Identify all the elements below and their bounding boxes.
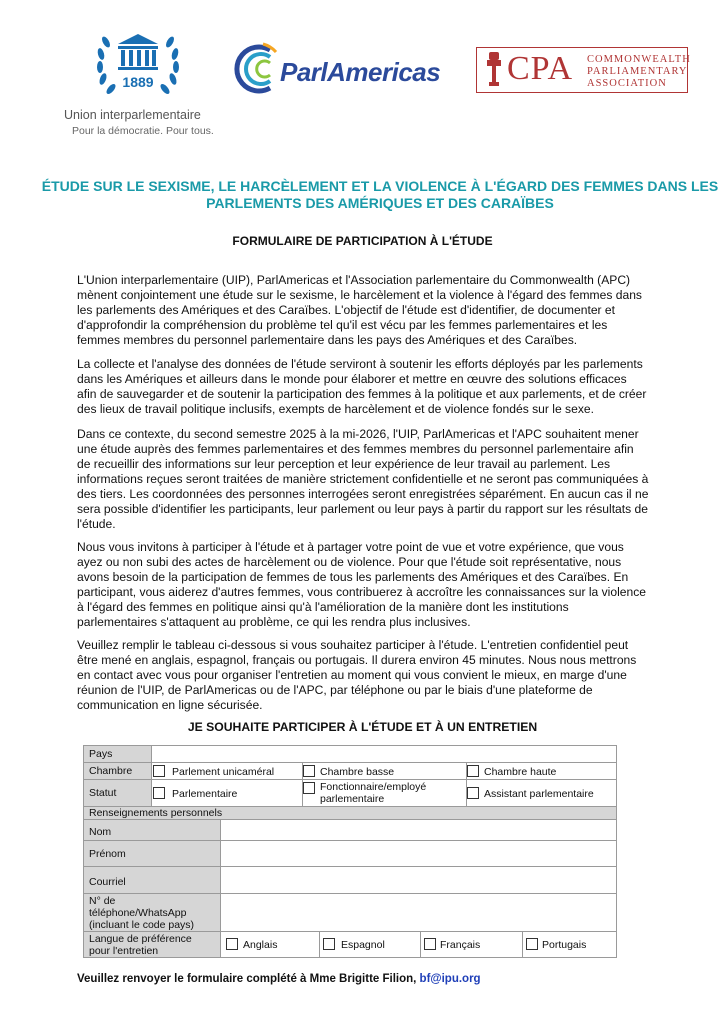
footer-note: [77, 973, 481, 985]
prenom-field[interactable]: [221, 841, 616, 866]
document-title: ÉTUDE SUR LE SEXISME, LE HARCÈLEMENT ET LA VIOLENCE À L'ÉGARD DES FEMMES DANS LES PARLEMENTS DES AMÉRIQUES ET DES CARAÏBES: [41, 178, 719, 211]
row-statut: [84, 780, 616, 807]
checkbox[interactable]: [467, 787, 479, 799]
checkbox[interactable]: [153, 765, 165, 777]
cpa-line-1: COMMONWEALTH: [587, 54, 691, 65]
chambre-label: Chambre: [84, 763, 152, 779]
checkbox[interactable]: [526, 938, 538, 950]
footer-text: Veuillez renvoyer le formulaire complété à Mme Brigitte Filion,: [77, 973, 420, 985]
paragraph-context: Dans ce contexte, du second semestre 2025 à la mi-2026, l'UIP, ParlAmericas et l'APC souhaitent mener une étude auprès des femmes parlementaires et des femmes membres du personnel parlementaire afin de recueillir des informations sur leur perception et leur expérience de leur travail au parlement. Les informations reçues seront traitées de manière strictement confidentielle et ne seront pas communiquées à des tiers. Les coordonnées des personnes interrogées seront enregistrées séparément. En aucun cas il ne sera possible d'identifier les participants, leur parlement ou leur pays à partir du rapport sur les résultats de l'étude.: [77, 427, 649, 531]
cpa-mark: CPA: [507, 50, 574, 87]
mace-icon: [483, 52, 505, 88]
option-fonctionnaire[interactable]: Fonctionnaire/employé parlementaire: [302, 780, 466, 806]
row-telephone: [84, 894, 616, 932]
ipu-year: 1889: [122, 74, 154, 90]
checkbox[interactable]: [303, 765, 315, 777]
paragraph-intro: L'Union interparlementaire (UIP), ParlAmericas et l'Association parlementaire du Commonwealth (APC) mènent conjointement une étude sur le sexisme, le harcèlement et la violence à l'égard des femmes dans les parlements des Amériques et des Caraïbes. L'objectif de l'étude est d'identifier, de documenter et d'approfondir la compréhension du problème tel qu'il est vécu par les femmes parlementaires et les femmes membres du personnel parlementaire dans les pays des Amériques et des Caraïbes.: [77, 273, 642, 347]
statut-label: Statut: [84, 780, 152, 806]
cpa-logo: [476, 47, 691, 93]
parlamericas-name: ParlAmericas: [280, 57, 441, 87]
row-personal-section: [84, 807, 616, 820]
option-anglais[interactable]: Anglais: [221, 932, 319, 957]
langue-label: Langue de préférence pour l'entretien: [84, 932, 221, 957]
ipu-emblem-icon: [94, 22, 182, 102]
cpa-line-3: ASSOCIATION: [587, 78, 667, 89]
row-pays: [84, 746, 616, 763]
row-chambre: [84, 763, 616, 780]
row-prenom: [84, 841, 616, 867]
courriel-field[interactable]: [221, 867, 616, 893]
ipu-logo: [62, 22, 212, 144]
option-chambre-basse[interactable]: Chambre basse: [302, 763, 466, 779]
checkbox[interactable]: [153, 787, 165, 799]
nom-field[interactable]: [221, 820, 616, 840]
pays-label: Pays: [84, 746, 152, 762]
footer-email-link[interactable]: bf@ipu.org: [419, 973, 481, 985]
checkbox[interactable]: [303, 782, 315, 794]
checkbox[interactable]: [226, 938, 238, 950]
row-courriel: [84, 867, 616, 894]
paragraph-invitation: Nous vous invitons à participer à l'étude et à partager votre point de vue et votre expérience, que vous ayez ou non subi des actes de harcèlement ou de violence. Pour que l'étude soit représentative, nous avons besoin de la participation de femmes de tous les parlements des Amériques et des Caraïbes. En participant, vous aiderez d'autres femmes, vous contribuerez à accroître les connaissances sur la violence à l'égard des femmes en politique ainsi qu'à l'amélioration de la manière dont les institutions parlementaires s'attaquent au problème, ce qui les rendra plus inclusives.: [77, 540, 646, 629]
cpa-line-2: PARLIAMENTARY: [587, 66, 688, 77]
personal-section-label: Renseignements personnels: [89, 807, 223, 819]
option-francais[interactable]: Français: [420, 932, 522, 957]
option-parlementaire[interactable]: Parlementaire: [152, 780, 302, 806]
form-title: FORMULAIRE DE PARTICIPATION À L'ÉTUDE: [232, 234, 493, 248]
telephone-label: N° de téléphone/WhatsApp (incluant le code pays): [84, 894, 221, 931]
option-parlement-unicameral[interactable]: Parlement unicaméral: [152, 763, 302, 779]
telephone-field[interactable]: [221, 894, 616, 931]
participation-form: [83, 745, 617, 958]
prenom-label: Prénom: [84, 841, 221, 866]
courriel-label: Courriel: [84, 867, 221, 893]
parlamericas-swirl-icon: [230, 40, 280, 98]
option-espagnol[interactable]: Espagnol: [319, 932, 420, 957]
table-title: JE SOUHAITE PARTICIPER À L'ÉTUDE ET À UN ENTRETIEN: [187, 720, 538, 734]
row-langue: [84, 932, 616, 957]
option-chambre-haute[interactable]: Chambre haute: [466, 763, 616, 779]
pays-field[interactable]: [152, 746, 616, 762]
checkbox[interactable]: [424, 938, 436, 950]
checkbox[interactable]: [467, 765, 479, 777]
paragraph-purpose: La collecte et l'analyse des données de l'étude serviront à soutenir les efforts déployés par les parlements dans les Amériques et ailleurs dans le monde pour élaborer et mettre en œuvre des solutions efficaces afin de sauvegarder et de soutenir la participation des femmes à la politique et aux parlements, et de créer des lieux de travail politique inclusifs, exempts de harcèlement et de violence fondés sur le sexe.: [77, 357, 647, 416]
option-portugais[interactable]: Portugais: [522, 932, 616, 957]
ipu-tagline: Pour la démocratie. Pour tous.: [72, 125, 214, 137]
nom-label: Nom: [84, 820, 221, 840]
parlamericas-logo: [230, 40, 455, 98]
ipu-name: Union interparlementaire: [64, 108, 201, 122]
row-nom: [84, 820, 616, 841]
paragraph-instructions: Veuillez remplir le tableau ci-dessous si vous souhaitez participer à l'étude. L'entretien confidentiel peut être mené en anglais, espagnol, français ou portugais. Il durera environ 45 minutes. Nous nous mettrons en contact avec vous pour organiser l'entretien au moment qui vous convient le mieux, en marge d'une réunion de l'UIP, de ParlAmericas ou de l'APC, par téléphone ou par le biais d'une plateforme de communication en ligne sécurisée.: [77, 638, 637, 712]
option-assistant-parlementaire[interactable]: Assistant parlementaire: [466, 780, 616, 806]
checkbox[interactable]: [323, 938, 335, 950]
